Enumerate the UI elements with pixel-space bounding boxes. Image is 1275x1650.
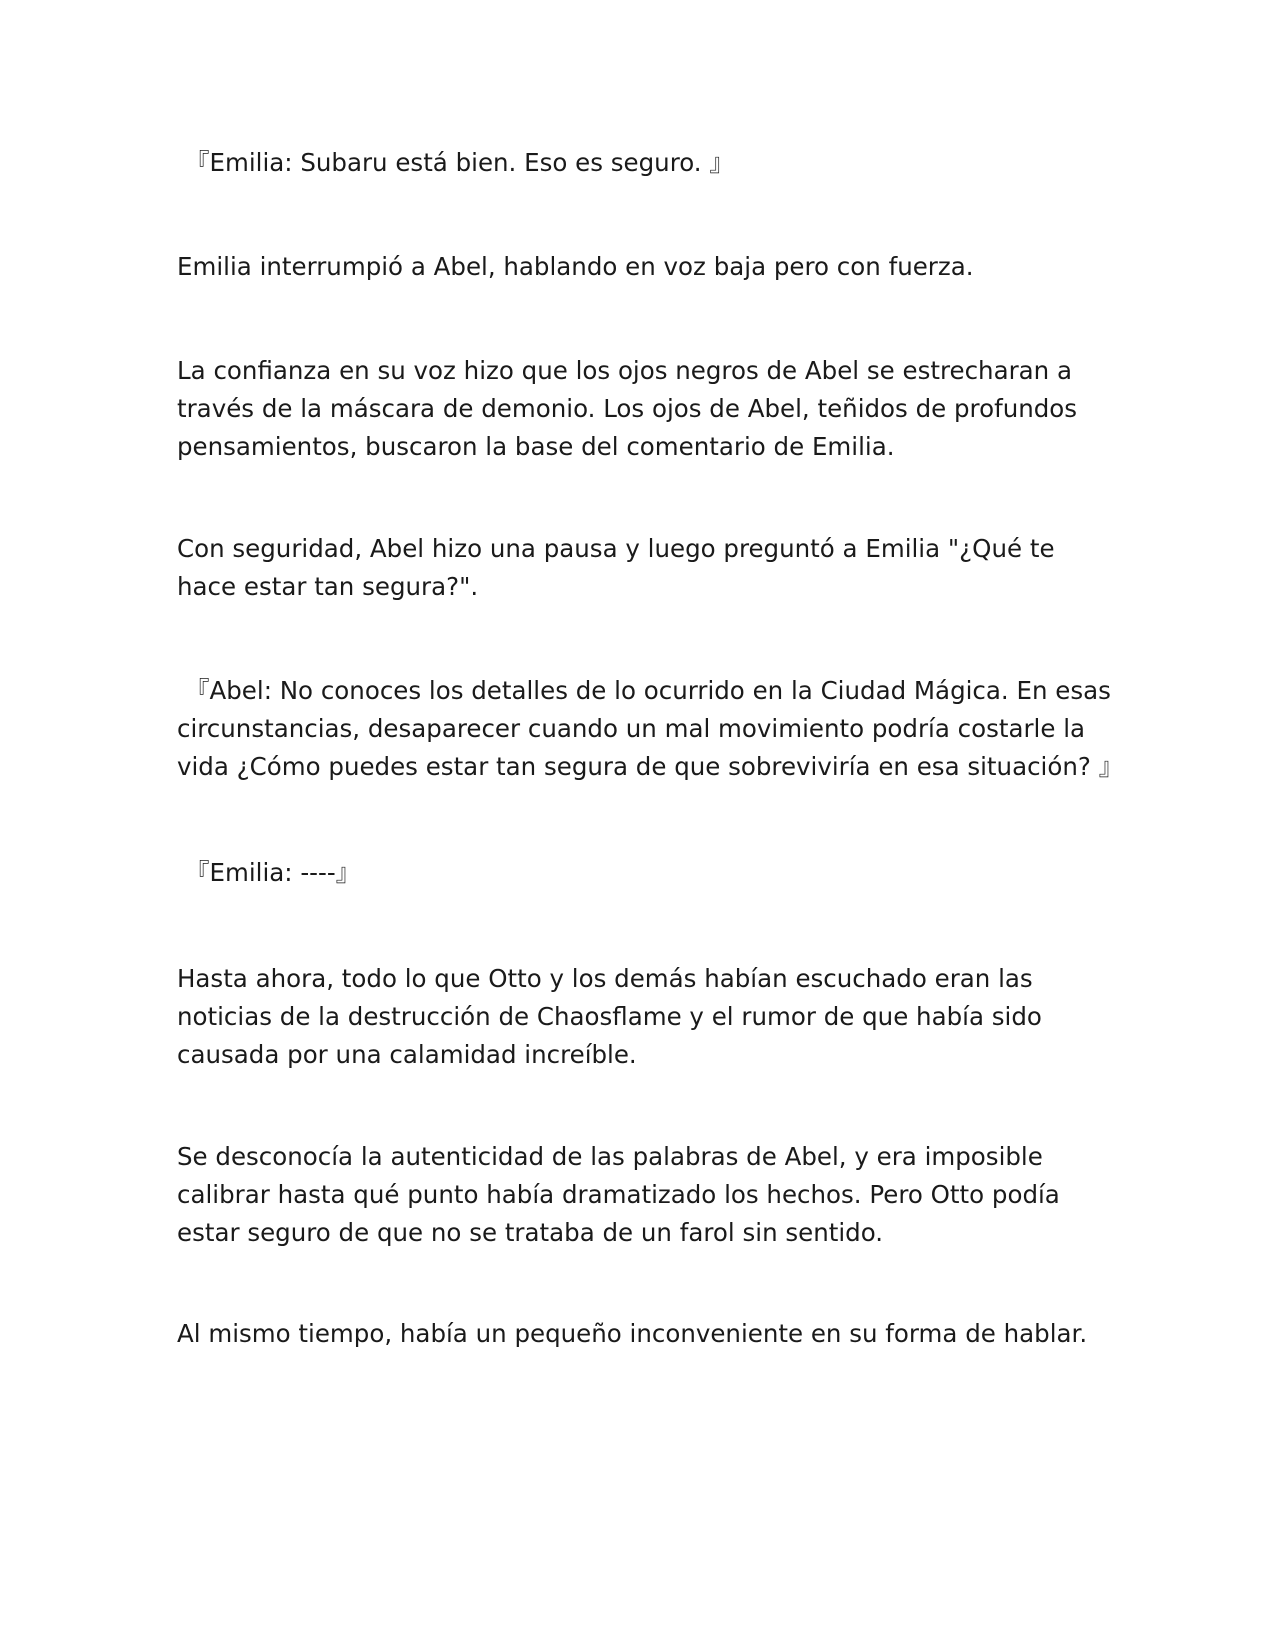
paragraph-narration-3: Con seguridad, Abel hizo una pausa y luego preguntó a Emilia "¿Qué te hace estar tan segura?". xyxy=(177,534,1055,601)
paragraph-narration-6: Al mismo tiempo, había un pequeño inconveniente en su forma de hablar. xyxy=(177,1319,1088,1348)
paragraph-narration-1: Emilia interrumpió a Abel, hablando en voz baja pero con fuerza. xyxy=(177,252,974,281)
paragraph-emilia-line-1: 『Emilia: Subaru está bien. Eso es seguro. 』 xyxy=(185,148,734,177)
paragraph-narration-4: Hasta ahora, todo lo que Otto y los demás habían escuchado eran las noticias de la destrucción de Chaosflame y el rumor de que había sido causada por una calamidad increíble. xyxy=(177,964,1042,1069)
paragraph-emilia-line-2: 『Emilia: ----』 xyxy=(185,858,361,887)
paragraph-narration-2: La confianza en su voz hizo que los ojos negros de Abel se estrecharan a través de la máscara de demonio. Los ojos de Abel, teñidos de profundos pensamientos, buscaron la base del comentario de Emilia. xyxy=(177,356,1078,461)
paragraph-narration-5: Se desconocía la autenticidad de las palabras de Abel, y era imposible calibrar hasta qué punto había dramatizado los hechos. Pero Otto podía estar seguro de que no se trataba de un farol sin sentido. xyxy=(177,1142,1060,1247)
paragraph-abel-line: 『Abel: No conoces los detalles de lo ocurrido en la Ciudad Mágica. En esas circunstancias, desaparecer cuando un mal movimiento podría costarle la vida ¿Cómo puedes estar tan segura de que sobreviviría en esa situación? 』 xyxy=(177,676,1124,781)
